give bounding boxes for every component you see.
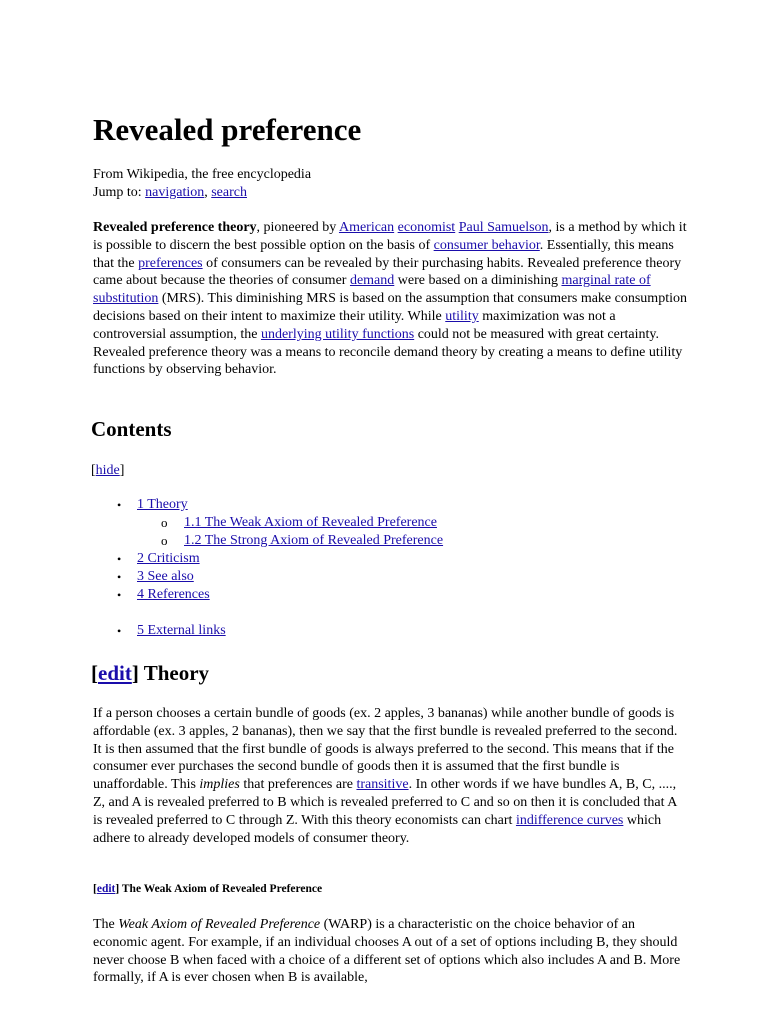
intro-text: (MRS). This diminishing MRS is based on the assumption that consumers make consumption decisions based on their intent to maximize their utility. While [93,291,687,324]
bullet-icon: • [117,588,122,602]
bullet-icon: • [117,624,122,638]
intro-text: , is a method by which it is possible to discern the best possible option on the basis of [93,220,687,253]
theory-heading [91,659,209,687]
link-underlying-utility-functions[interactable]: underlying utility functions [260,326,415,342]
search-link[interactable]: search [211,185,247,200]
intro-text: of consumers can be revealed by their purchasing habits. Revealed preference theory came about because the theories of consumer [93,255,682,289]
toc-item-see-also[interactable]: 3 See also [137,569,194,584]
weak-axiom-heading [93,881,322,897]
edit-link[interactable]: edit [96,883,116,895]
link-demand[interactable]: demand [349,273,395,289]
bullet-icon: • [117,498,122,512]
intro-text: , pioneered by [256,220,339,235]
intro-text: were based on a diminishing [394,273,562,289]
bullet-icon: • [117,570,122,584]
implies-italic: implies [199,777,240,793]
contents-heading: Contents [91,417,172,441]
toc-item-theory[interactable]: 1 Theory [137,497,188,512]
theory-text: which adhere to already developed models of consumer theory. [93,812,662,846]
section-title: Theory [143,661,210,685]
toc-item-strong-axiom[interactable]: 1.2 The Strong Axiom of Revealed Preference [184,533,444,548]
navigation-link[interactable]: navigation [145,185,205,200]
toc-item-references[interactable]: 4 References [137,587,210,602]
link-preferences[interactable]: preferences [138,255,203,271]
link-utility[interactable]: utility [445,308,479,324]
theory-paragraph [93,705,688,847]
toc-item-weak-axiom[interactable]: 1.1 The Weak Axiom of Revealed Preference [184,515,437,530]
link-consumer-behavior[interactable]: consumer behavior [433,237,540,253]
toc-item-external-links[interactable]: 5 External links [137,623,226,638]
theory-text: If a person chooses a certain bundle of goods (ex. 2 apples, 3 bananas) while another bundle of goods is affordable (ex. 3 apples, 2 bananas), then we say that the first bundle is revealed preferred to the second. It is then assumed that the first bundle of goods is always preferred to the second. This means that if the consumer ever purchases the second bundle of goods then it is assumed that the first bundle is unaffordable. This [93,706,678,793]
hide-link[interactable]: hide [95,463,120,478]
bracket-open: [ [91,661,98,685]
intro-text: . Essentially, this means that the [93,237,674,271]
article-subtitle [93,166,311,202]
weak-axiom-paragraph [93,916,688,987]
jump-separator: , [204,185,212,200]
warp-text: The [93,917,119,932]
toc-item-criticism[interactable]: 2 Criticism [137,551,200,566]
jump-label: Jump to: [93,185,146,200]
link-transitive[interactable]: transitive [356,777,409,793]
from-wikipedia: From Wikipedia, the free encyclopedia [93,167,312,182]
bracket-close: ] [115,883,122,895]
intro-bold-term: Revealed preference theory [93,220,257,235]
theory-text: . In other words if we have bundles A, B, C, ...., Z, and A is revealed preferred to B which is revealed preferred to C and so on then it is concluded that A is revealed preferred to C through Z. With this theory economists can chart [93,777,677,828]
circle-bullet-icon: o [161,515,168,530]
edit-link[interactable]: edit [98,661,132,685]
link-economist[interactable]: economist [397,220,456,235]
warp-text: (WARP) is a characteristic on the choice behavior of an economic agent. For example, if an individual chooses A out of a set of options including B, they should never choose B when faced with a choice of a different set of options which also includes A and B. More formally, if A is ever chosen when B is available, [93,917,681,986]
page-title: Revealed preference [93,112,362,147]
toc-hide-toggle [91,462,124,480]
intro-text: maximization was not a controversial assumption, the [93,308,616,342]
intro-text: could not be measured with great certainty. Revealed preference theory was a means to reconcile demand theory by creating a means to define utility functions by observing behavior. [93,326,683,378]
link-paul-samuelson[interactable]: Paul Samuelson [458,220,549,235]
theory-text: that preferences are [239,777,357,793]
link-american[interactable]: American [338,220,395,235]
section-title: The Weak Axiom of Revealed Preference [121,883,323,895]
bracket-open: [ [93,883,97,895]
jump-to [93,184,311,202]
weak-axiom-italic: Weak Axiom of Revealed Preference [118,917,321,932]
link-indifference-curves[interactable]: indifference curves [515,812,624,828]
bracket-open: [ [91,463,96,478]
bullet-icon: • [117,552,122,566]
bracket-close: ] [119,463,125,478]
circle-bullet-icon: o [161,533,168,548]
bracket-close: ] [131,661,144,685]
link-marginal-rate-of-substitution[interactable]: marginal rate of substitution [93,273,651,307]
intro-paragraph [93,219,688,379]
